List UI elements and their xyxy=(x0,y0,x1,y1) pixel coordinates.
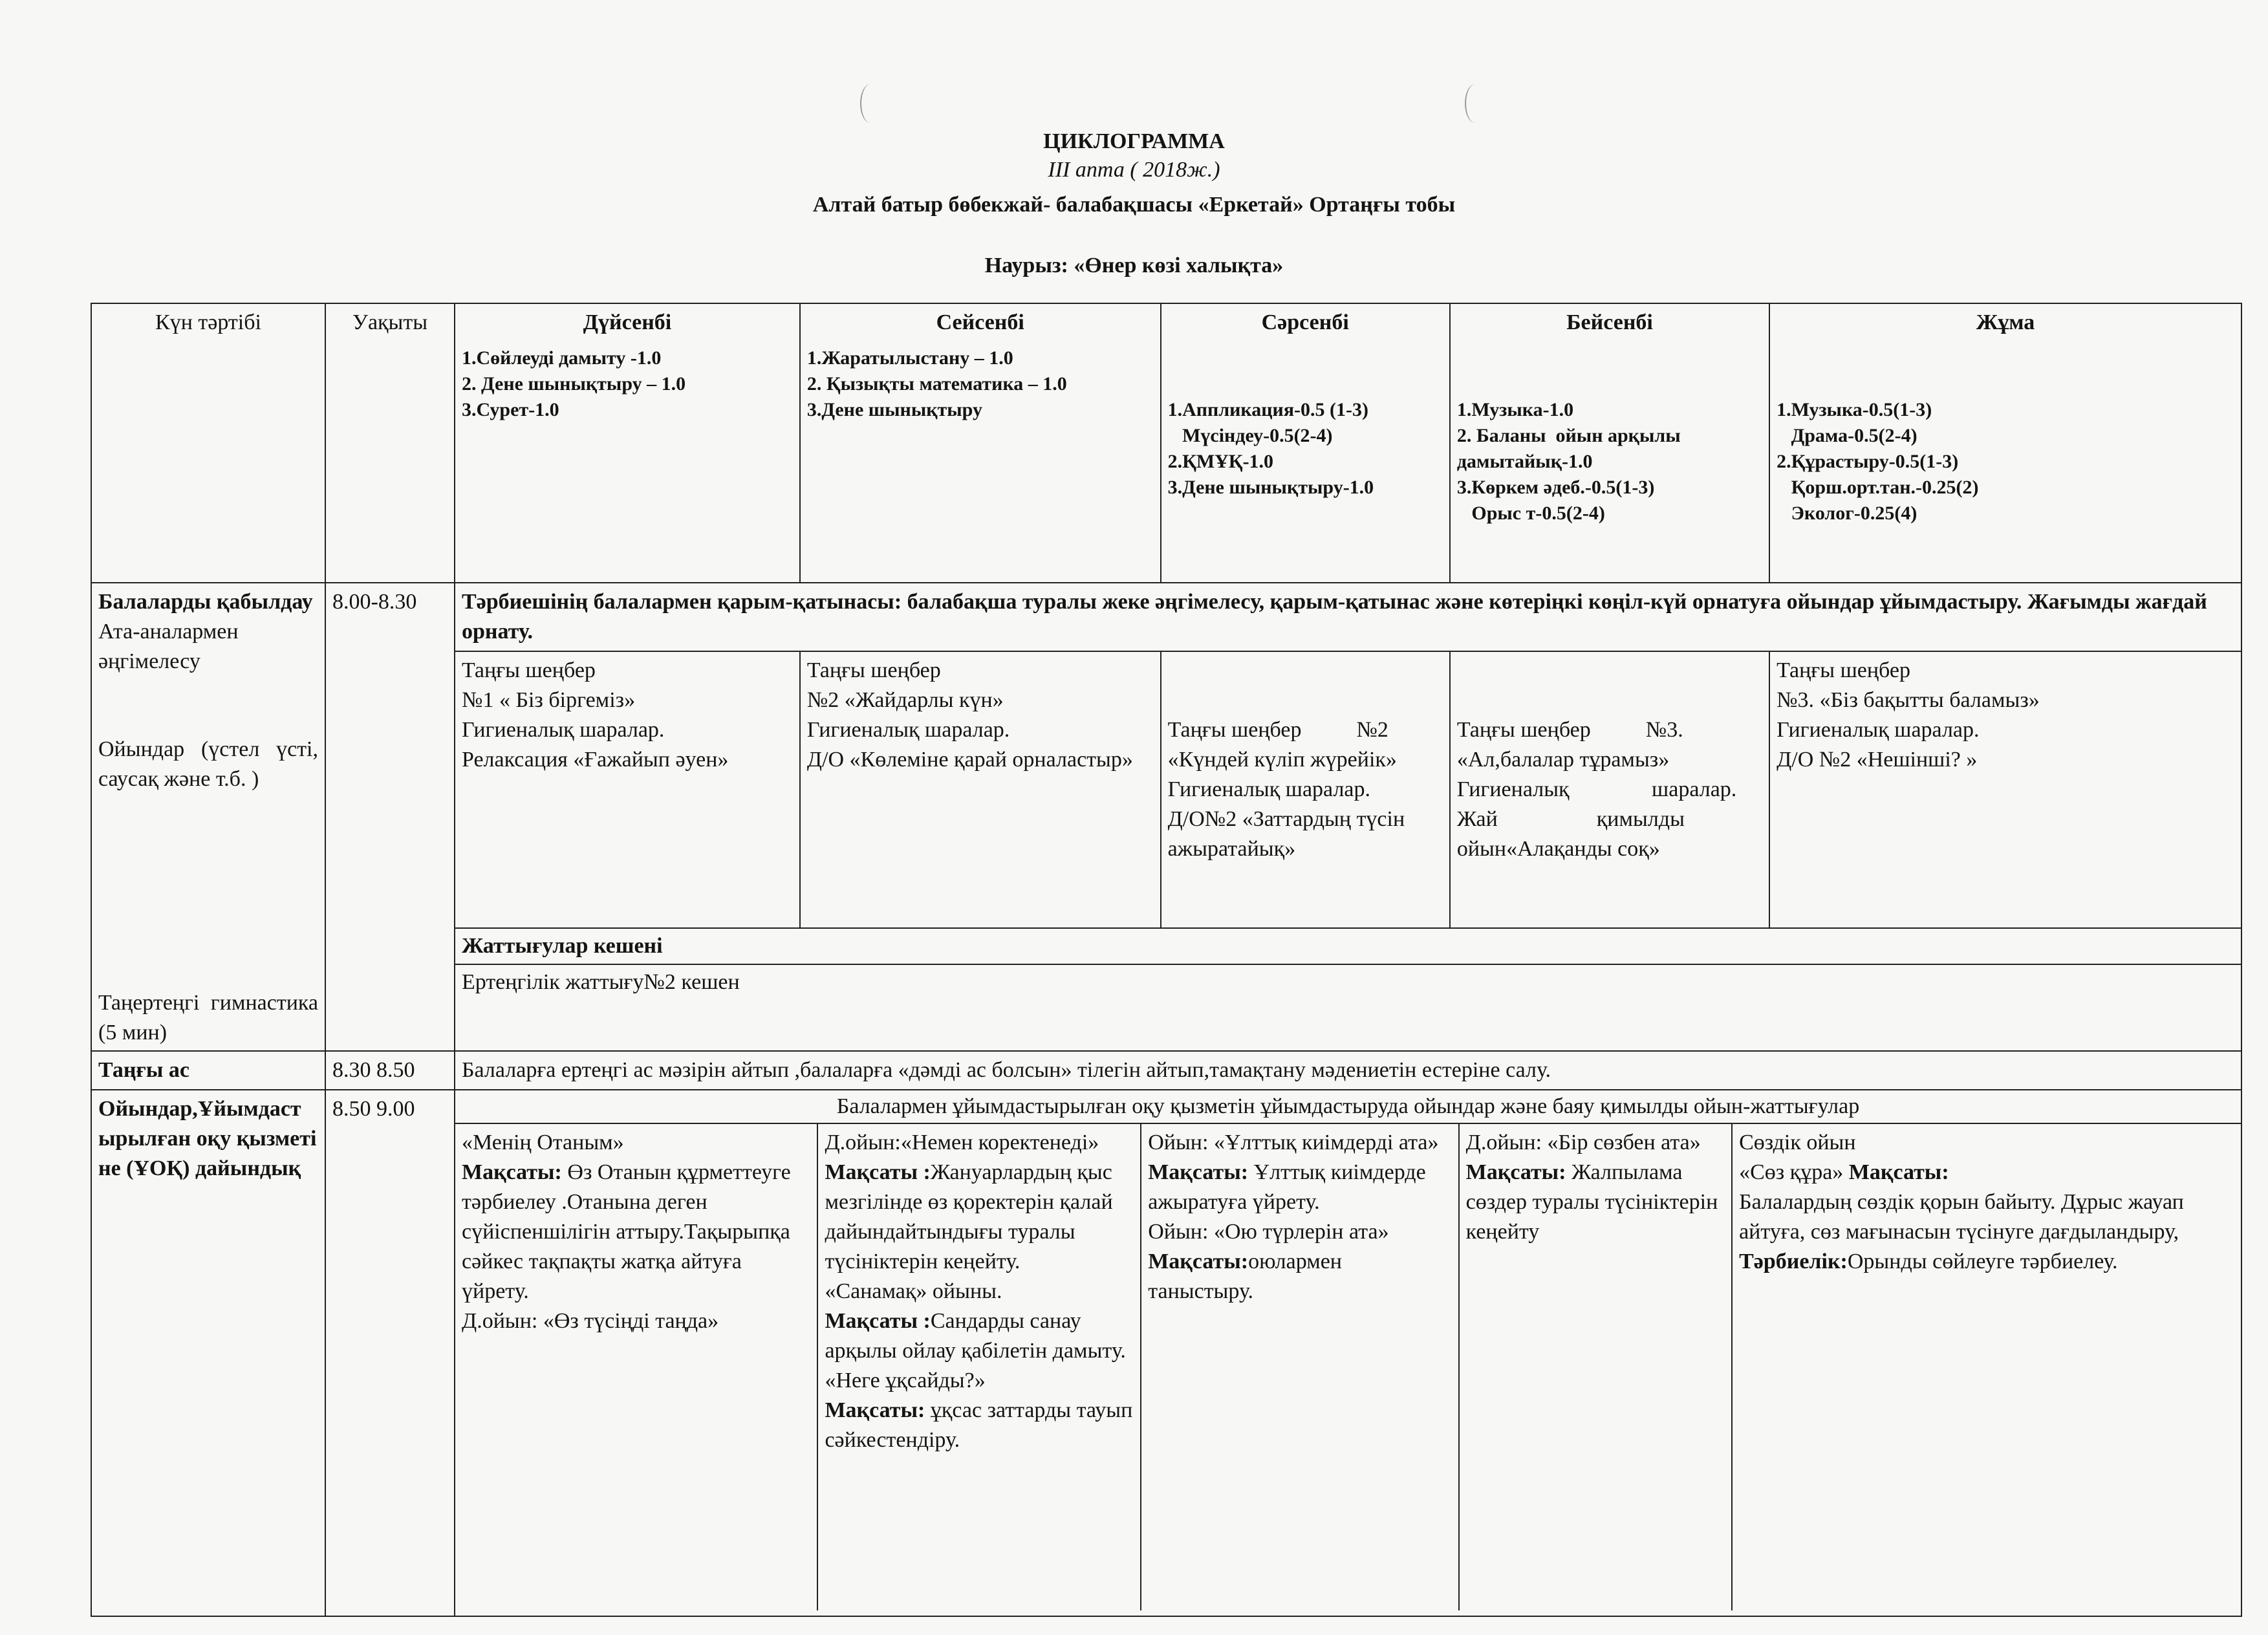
day-activity: Таңғы шеңбер №2 «Күндей күліп жүрейік» Гигиеналық шаралар. Д/О№2 «Заттардың түсін ажыратайық» xyxy=(1161,652,1450,928)
morning-circle-days xyxy=(455,652,2241,929)
row-summary: Балалармен ұйымдастырылған оқу қызметін ұйымдастыруда ойындар және баяу қимылды ойын-жаттығулар xyxy=(455,1090,2241,1124)
doc-week: ІІІ апта ( 2018ж.) xyxy=(1048,158,1220,182)
col-time-header: Уақыты xyxy=(325,303,455,583)
day-name: Жұма xyxy=(1976,310,2035,334)
day-activity: Таңғы шеңбер №2 «Жайдарлы күн» Гигиеналық шаралар. Д/О «Көлеміне қарай орналастыр» xyxy=(800,652,1161,928)
row-content xyxy=(455,1090,2241,1616)
lesson-list: 1.Музыка-1.0 2. Баланы ойын арқылы дамытайық-1.0 3.Көркем әдеб.-0.5(1-3) Орыс т-0.5(2-4) xyxy=(1450,341,1769,582)
days-header-cell xyxy=(455,303,2241,583)
exercises-title: Жаттығулар кешені xyxy=(455,929,2241,965)
day-activity: Сөздік ойын «Сөз құра» Мақсаты: Балалардың сөздік қорын байыту. Дұрыс жауап айтуға, сөз мағынасын түсінуге дағдыландыру, Тәрбиелік:Орынды сөйлеуге тәрбиелеу. xyxy=(1739,1131,2184,1273)
doc-theme: Наурыз: «Өнер көзі халықта» xyxy=(984,254,1284,277)
row-content: Балаларға ертеңгі ас мәзірін айтып ,балаларға «дәмді ас болсын» тілегін айтып,тамақтану мәдениетін естеріне салу. xyxy=(455,1051,2241,1090)
doc-title: ЦИКЛОГРАММА xyxy=(1043,129,1225,153)
col-schedule-header: Күн тәртібі xyxy=(91,303,325,583)
row-time: 8.50 9.00 xyxy=(325,1090,455,1616)
day-activity: Ойын: «Ұлттық киімдерді ата» Мақсаты: Ұлттық киімдерде ажыратуға үйрету. Ойын: «Ою түрлерін ата» Мақсаты:оюлармен таныстыру. xyxy=(1141,1124,1458,1610)
table-header-row xyxy=(91,303,2241,583)
day-name: Бейсенбі xyxy=(1450,304,1769,341)
lesson-list: 1.Музыка-0.5(1-3) Драма-0.5(2-4) 2.Құрастыру-0.5(1-3) Қорш.орт.тан.-0.25(2) Эколог-0.25(4) xyxy=(1777,399,1979,524)
row-time: 8.00-8.30 xyxy=(325,583,455,1051)
day-activity: Таңғы шеңбер №3. «Біз бақытты баламыз» Гигиеналық шаралар. Д/О №2 «Нешінші? » xyxy=(1777,658,2040,772)
row-summary: Тәрбиешінің балалармен қарым-қатынасы: балабақша туралы жеке әңгімелесу, қарым-қатынас және көтеріңкі көңіл-күй орнатуға ойындар ұйымдастыру. Жағымды жағдай орнату. xyxy=(455,583,2241,652)
cyclogram-table xyxy=(91,303,2242,1617)
day-name: Сәрсенбі xyxy=(1161,304,1450,341)
table-row-breakfast xyxy=(91,1051,2241,1090)
row-time: 8.30 8.50 xyxy=(325,1051,455,1090)
scan-mark-left xyxy=(860,84,881,123)
row-content xyxy=(455,583,2241,1051)
row-label: Ойындар,Ұйымдастырылған оқу қызметіне (ҰОҚ) дайындық xyxy=(91,1090,325,1616)
doc-institution: Алтай батыр бөбекжай- балабақшасы «Еркетай» Ортаңғы тобы xyxy=(812,193,1456,217)
day-name: Дүйсенбі xyxy=(455,304,800,341)
lesson-list: 1.Сөйлеуді дамыту -1.0 2. Дене шынықтыру – 1.0 3.Сурет-1.0 xyxy=(455,341,800,582)
lesson-list: 1.Жаратылыстану – 1.0 2. Қызықты математика – 1.0 3.Дене шынықтыру xyxy=(800,341,1161,582)
days-header xyxy=(455,304,2241,582)
day-activity: «Менің Отаным» Мақсаты: Өз Отанын құрметтеуге тәрбиелеу .Отанына деген сүйіспеншілігін аттыру.Тақырыпқа сәйкес тақпақты жатқа айтуға үйрету. Д.ойын: «Өз түсіңді таңда» xyxy=(455,1124,817,1610)
day-activity: Д.ойын:«Немен коректенеді» Мақсаты :Жануарлардың қыс мезгілінде өз қоректерін қалай дайындайтындығы туралы түсініктерін кеңейту. «Санамақ» ойыны. Мақсаты :Сандарды санау арқылы ойлау қабілетін дамыту. «Неге ұқсайды?» Мақсаты: ұқсас заттарды тауып сәйкестендіру. xyxy=(817,1124,1141,1610)
row-label: Балаларды қабылдау Ата-аналармен әңгімелесу Ойындар (үстел үсті, саусақ және т.б. ) Таңертеңгі гимнастика (5 мин) xyxy=(91,583,325,1051)
exercises-text: Ертеңгілік жаттығу№2 кешен xyxy=(462,970,740,994)
row-label: Таңғы ас xyxy=(91,1051,325,1090)
day-activity: Таңғы шеңбер №1 « Біз біргеміз» Гигиеналық шаралар. Релаксация «Ғажайып әуен» xyxy=(455,652,800,928)
day-name: Сейсенбі xyxy=(800,304,1161,341)
lesson-list: 1.Аппликация-0.5 (1-3) Мүсіндеу-0.5(2-4) 2.ҚМҰҚ-1.0 3.Дене шынықтыру-1.0 xyxy=(1161,341,1450,582)
table-row-games xyxy=(91,1090,2241,1616)
scan-mark-right xyxy=(1465,84,1485,123)
games-days xyxy=(455,1124,2241,1610)
day-activity: Таңғы шеңбер №3. «Ал,балалар тұрамыз» Гигиеналық шаралар. Жай қимылды ойын«Алақанды соқ» xyxy=(1450,652,1769,928)
table-row-reception xyxy=(91,583,2241,1051)
day-activity: Д.ойын: «Бір сөзбен ата» Мақсаты: Жалпылама сөздер туралы түсініктерін кеңейту xyxy=(1459,1124,1732,1610)
